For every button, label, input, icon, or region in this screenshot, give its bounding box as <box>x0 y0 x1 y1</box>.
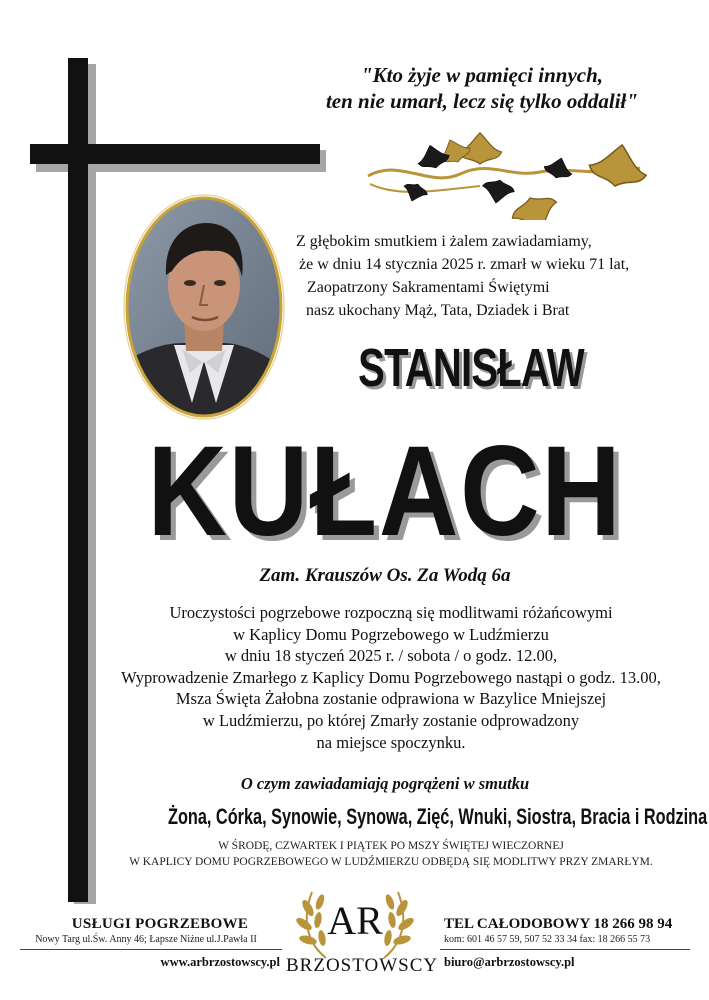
cross-arm <box>30 144 320 164</box>
ceremony-line-3: w dniu 18 styczeń 2025 r. / sobota / o godz. 12.00, <box>224 646 558 666</box>
funeral-services-address: Nowy Targ ul.Św. Anny 46; Łapsze Niżne ul.J.Pawła II <box>35 934 257 945</box>
ceremony-details <box>96 602 686 753</box>
quote-line-2: ten nie umarł, lecz się tylko oddalił" <box>325 89 639 113</box>
footer-divider-right <box>440 949 690 950</box>
memorial-quote <box>282 62 682 114</box>
mourners-intro: O czym zawiadamiają pogrążeni w smutku <box>240 774 530 793</box>
notice-line-2: W KAPLICY DOMU POGRZEBOWEGO W LUDŹMIERZU ODBĘDĄ SIĘ MODLITWY PRZY ZMARŁYM. <box>129 856 653 868</box>
intro-announcement <box>296 230 630 322</box>
phone-24h: TEL CAŁODOBOWY 18 266 98 94 <box>444 916 673 932</box>
quote-line-1: "Kto żyje w pamięci innych, <box>360 63 604 87</box>
deceased-last-name: KUŁACH <box>147 420 623 563</box>
email-link[interactable]: biuro@arbrzostowscy.pl <box>444 955 575 969</box>
deceased-address: Zam. Krauszów Os. Za Wodą 6a <box>259 565 511 586</box>
funeral-services-title: USŁUGI POGRZEBOWE <box>71 916 249 932</box>
ceremony-line-2: w Kaplicy Domu Pogrzebowego w Ludźmierzu <box>233 624 549 644</box>
laurel-wreath-logo-icon <box>286 878 424 962</box>
deceased-portrait <box>122 193 286 421</box>
intro-line-3: Zaopatrzony Sakramentami Świętymi <box>307 279 550 296</box>
family-list: Żona, Córka, Synowie, Synowa, Zięć, Wnuki, Siostra, Bracia i Rodzina <box>168 804 708 829</box>
logo-monogram: AR <box>327 898 383 943</box>
ceremony-line-5: Msza Święta Żałobna zostanie odprawiona w Bazylice Mniejszej <box>175 689 607 709</box>
prayer-notice <box>98 838 684 870</box>
ceremony-line-7: na miejsce spoczynku. <box>316 732 466 752</box>
intro-line-4: nasz ukochany Mąż, Tata, Dziadek i Brat <box>306 302 570 319</box>
footer-divider-left <box>20 949 282 950</box>
ivy-leaves-ornament-icon <box>360 128 648 220</box>
ceremony-line-6: w Ludźmierzu, po której Zmarły zostanie odprowadzony <box>202 710 580 730</box>
ceremony-line-1: Uroczystości pogrzebowe rozpoczną się modlitwami różańcowymi <box>169 603 613 622</box>
logo-name: BRZOSTOWSCY <box>286 955 439 976</box>
phone-numbers: kom: 601 46 57 59, 507 52 33 34 fax: 18 266 55 73 <box>444 934 651 945</box>
deceased-first-name: STANISŁAW <box>358 338 584 398</box>
ceremony-line-4: Wyprowadzenie Zmarłego z Kaplicy Domu Pogrzebowego nastąpi o godz. 13.00, <box>121 667 661 687</box>
cross-icon <box>68 58 88 902</box>
website-link[interactable]: www.arbrzostowscy.pl <box>160 955 280 969</box>
intro-line-2: że w dniu 14 stycznia 2025 r. zmarł w wieku 71 lat, <box>299 256 630 273</box>
intro-line-1: Z głębokim smutkiem i żalem zawiadamiamy, <box>296 233 592 250</box>
notice-line-1: W ŚRODĘ, CZWARTEK I PIĄTEK PO MSZY ŚWIĘTEJ WIECZORNEJ <box>218 840 564 852</box>
